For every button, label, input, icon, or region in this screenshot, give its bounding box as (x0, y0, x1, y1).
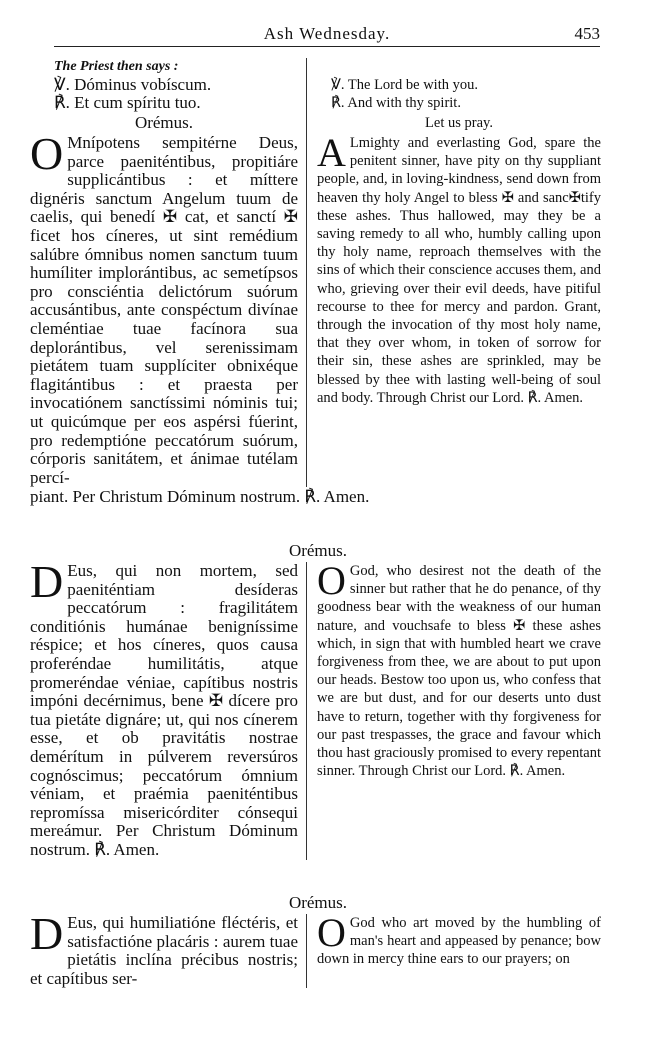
english-column (306, 910, 601, 988)
response-english: ℟. And with thy spirit. (331, 95, 461, 111)
latin-prayer (30, 908, 298, 988)
drop-cap: A (317, 130, 346, 175)
latin-column (30, 556, 306, 860)
oremus-heading: Orémus. (288, 541, 348, 560)
versicle-english: ℣. The Lord be with you. (331, 77, 478, 93)
running-title: Ash Wednesday. (263, 24, 391, 43)
running-head (54, 24, 600, 47)
english-prayer-text: God, who desirest not the death of the sinner but rather that he do penance, of thy goodness bear with the weakness of our human nature, and vouchsafe to bless ✠ these ashes which, in sign that with humbled heart we crave forgiveness from thee, we are about to put upon our heads. Bestow too upon us, who confess that we are but dust, and for our deserts unto dust have to return, together with thy forgiveness for our past trespasses, the grace and favour which thou hast graciously promised to every repentant sinner. Through Christ our Lord. ℟. Amen. (317, 563, 601, 780)
latin-prayer-text: Mnípotens sempitérne Deus, parce paeniténtibus, propitiáre supplicántibus : et míttere dignéris sanctum Angelum tuum de caelis, qui benedí ✠ cat, et sanctí ✠ ficet hos cíneres, ut sint remédium salúbre ómnibus nomen sanctum tuum humíliter implorántibus, ac semetípsos pro consciéntia delictórum suórum accusántibus, ante conspéctum divínae cleméntiae tuae facínora sua deplorántibus, vel serenissimam pietátem tuam supplíciter obnixéque flagitántibus : et praesta per invocatiónem sanctíssimi nóminis tui; ut quicúmque per eos aspérsi fúerint, pro redemptióne peccatórum suórum, córporis sanitátem, et ánimae tutélam percí- (30, 133, 298, 487)
oremus-heading: Orémus. (288, 893, 348, 912)
english-prayer (317, 910, 601, 969)
drop-cap: O (30, 128, 64, 179)
latin-column (30, 908, 306, 988)
drop-cap: O (317, 558, 346, 603)
blessing-prayer-1 (30, 58, 606, 507)
blessing-prayer-3 (30, 892, 606, 988)
english-prayer (317, 130, 601, 407)
let-us-pray-heading: Let us pray. (425, 115, 493, 131)
versicle-latin: ℣. Dóminus vobíscum. (54, 75, 212, 94)
response-latin: ℟. Et cum spíritu tuo. (54, 93, 201, 112)
latin-prayer-text: Eus, qui humiliatióne fléctéris, et satisfactióne placáris : aurem tuae pietátis inclína précibus nostris; et capítibus ser- (30, 913, 298, 988)
english-column (306, 558, 601, 860)
english-prayer-text: Lmighty and everlasting God, spare the penitent sinner, have pity on thy suppliant people, and, in loving-kindness, send down from heaven thy holy Angel to bless ✠ and sanc✠tify these ashes. Thus hallowed, may they be a saving remedy to all who, humbly calling upon thy holy name, reproach themselves with the sins of which their conscience accuses them, and who, grieving over their evil deeds, have pitiful recourse to thee for mercy and pardon. Grant, through the invocation of thy most holy name, that they over whom, in token of sorrow for their sin, these ashes are sprinkled, may be blessed by thee with lasting well-being of soul and body. Through Christ our Lord. ℟. Amen. (317, 135, 601, 406)
english-column (306, 58, 601, 487)
english-prayer-text: God who art moved by the humbling of man's heart and appeased by penance; bow down in mercy thine ears to our prayers; on (317, 915, 601, 968)
english-prayer (317, 558, 601, 780)
drop-cap: D (30, 556, 64, 607)
blessing-prayer-2 (30, 540, 606, 860)
drop-cap: D (30, 908, 64, 959)
page-number: 453 (574, 24, 600, 43)
latin-prayer-text: Eus, qui non mortem, sed paeniténtiam desíderas peccatórum : fragilitátem conditiónis humánae benigníssime réspice; et hos cíneres, quos causa proferéndae humilitátis, atque promeréndae véniae, capítibus nostris impóni decérnimus, bene ✠ dícere pro tua pietáte dignáre; ut, qui nos cínerem esse, et ob pravitátis nostrae demérítum in púlverem reversúros cognóscimus; peccatórum ómnium véniam, et praémia paeniténtibus repromíssa misericórditer cónsequi mereámur. Per Christum Dóminum nostrum. ℟. Amen. (30, 561, 298, 859)
drop-cap: O (317, 910, 346, 955)
oremus-heading: Orémus. (134, 113, 194, 132)
latin-column (30, 58, 306, 487)
latin-prayer (30, 556, 298, 860)
rubric: The Priest then says : (54, 59, 179, 74)
latin-ending: piant. Per Christum Dóminum nostrum. ℟. Amen. (30, 487, 370, 507)
latin-prayer (30, 128, 298, 487)
